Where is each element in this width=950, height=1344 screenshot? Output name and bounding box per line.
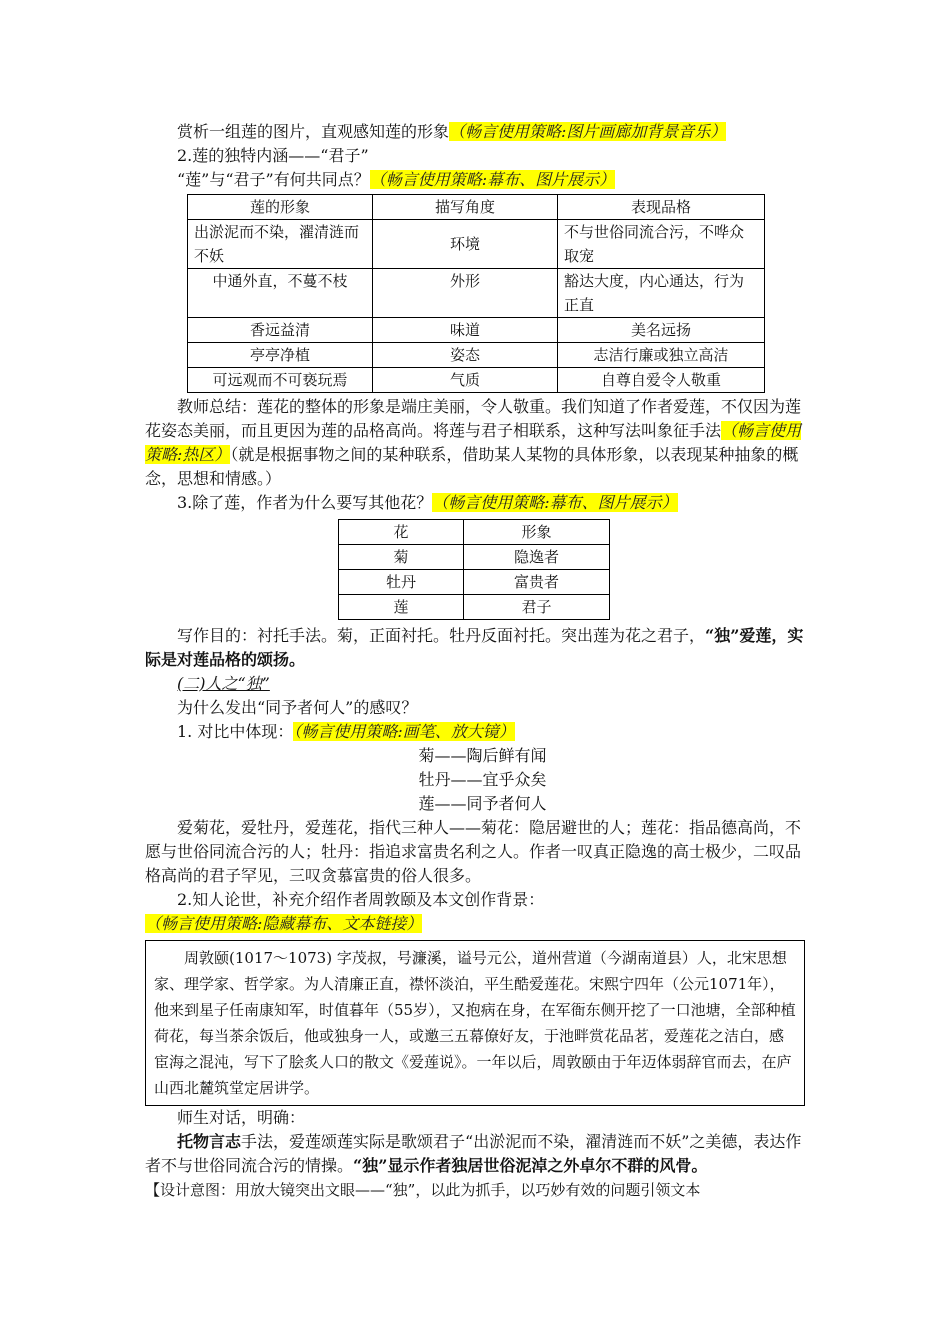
conclusion-text: 手法，爱莲颂莲实际是歌颂君子“出淤泥而不染，濯清涟而不妖”之美德，表达作者不与世俗同流合污的情操。 — [145, 1132, 802, 1175]
strategy-highlight: （畅言使用策略:隐藏幕布、文本链接） — [145, 914, 423, 933]
table-header: 描写角度 — [373, 195, 558, 220]
table-cell: 亭亭净植 — [188, 343, 373, 368]
item-2 — [145, 888, 810, 936]
purpose-text: 写作目的：衬托手法。菊，正面衬托。牡丹反面衬托。突出莲为花之君子， — [177, 626, 706, 645]
teacher-summary — [145, 395, 810, 491]
author-bio-box: 周敦颐(1017～1073) 字茂叔，号濂溪，谥号元公，道州营道（今湖南道县）人，北宋思想家、理学家、哲学家。为人清廉正直，襟怀淡泊，平生酷爱莲花。宋熙宁四年（公元1071年），他来到星子任南康知军，时值暮年（55岁），又抱病在身，在军衙东侧开挖了一口池塘，全部种植荷花，每当茶余饭后，他或独身一人，或邀三五幕僚好友，于池畔赏花品茗，爱莲花之洁白，感宦海之混沌，写下了脍炙人口的散文《爱莲说》。一年以后，周敦颐由于年迈体弱辞官而去，在庐山西北麓筑堂定居讲学。 — [145, 940, 805, 1106]
summary-note: （就是根据事物之间的某种联系，借助某人某物的具体形象，以表现某种抽象的概念，思想和情感。） — [145, 445, 799, 488]
contrast-line-2: 牡丹——宜乎众矣 — [418, 770, 547, 789]
table-row — [188, 220, 765, 269]
table-row — [188, 343, 765, 368]
table-row — [188, 269, 765, 318]
strategy-highlight: （畅言使用策略:热区） — [145, 421, 802, 464]
dialog-title: 师生对话，明确： — [177, 1108, 306, 1127]
table-cell: 中通外直，不蔓不枝 — [188, 269, 373, 318]
dialog-conclusion — [145, 1130, 810, 1178]
item-2-text: 2.知人论世，补充介绍作者周敦颐及本文创作背景： — [177, 890, 545, 909]
design-intent: 【设计意图：用放大镜突出文眼——“独”，以此为抓手，以巧妙有效的问题引领文本 — [145, 1181, 701, 1199]
table-cell: 出淤泥而不染，濯清涟而不妖 — [188, 220, 373, 269]
table-cell: 富贵者 — [464, 570, 610, 595]
table-row — [339, 595, 610, 620]
contrast-line-3: 莲——同予者何人 — [418, 794, 547, 813]
table-row — [339, 545, 610, 570]
section-2-title-text: (二)人之“独” — [177, 674, 270, 693]
strategy-highlight: （畅言使用策略:幕布、图片展示） — [432, 493, 678, 512]
table-cell: 牡丹 — [339, 570, 464, 595]
heading-junzi: 2.莲的独特内涵——“君子” — [177, 146, 369, 165]
table-cell: 不与世俗同流合污，不哗众取宠 — [558, 220, 765, 269]
line-1 — [145, 120, 810, 144]
table-row — [188, 368, 765, 393]
conclusion-bold: “独”显示作者独居世俗泥淖之外卓尔不群的风骨。 — [353, 1156, 708, 1175]
table-header: 形象 — [464, 520, 610, 545]
question-3 — [145, 491, 810, 515]
strategy-highlight: （畅言使用策略:画笔、放大镜） — [293, 722, 515, 741]
summary-text: 教师总结：莲花的整体的形象是端庄美丽，令人敬重。我们知道了作者爱莲，不仅因为莲花姿态美丽，而且更因为莲的品格高尚。将莲与君子相联系，这种写法叫象征手法 — [145, 397, 802, 440]
table-cell: 气质 — [373, 368, 558, 393]
line-1-text: 赏析一组莲的图片，直观感知莲的形象 — [177, 122, 450, 141]
table-row — [188, 318, 765, 343]
line-3-text: “莲”与“君子”有何共同点？ — [177, 170, 370, 189]
table-header: 花 — [339, 520, 464, 545]
table-cell: 味道 — [373, 318, 558, 343]
strategy-highlight: （畅言使用策略:幕布、图片展示） — [369, 170, 616, 189]
table-cell: 美名远扬 — [558, 318, 765, 343]
table-cell: 志洁行廉或独立高洁 — [558, 343, 765, 368]
table-cell: 外形 — [373, 269, 558, 318]
table-header: 莲的形象 — [188, 195, 373, 220]
table-cell: 隐逸者 — [464, 545, 610, 570]
table-cell: 姿态 — [373, 343, 558, 368]
question-3-text: 3.除了莲，作者为什么要写其他花？ — [177, 493, 433, 512]
table-cell: 可远观而不可亵玩焉 — [188, 368, 373, 393]
strategy-highlight: （畅言使用策略:图片画廊加背景音乐） — [449, 122, 727, 141]
table-cell: 香远益清 — [188, 318, 373, 343]
table-cell: 豁达大度，内心通达，行为正直 — [558, 269, 765, 318]
section-2-title — [145, 672, 810, 696]
writing-purpose — [145, 624, 810, 672]
lotus-table — [187, 194, 765, 393]
conclusion-term: 托物言志 — [177, 1132, 242, 1151]
contrast-explanation: 爱菊花，爱牡丹，爱莲花，指代三种人——菊花：隐居避世的人；莲花：指品德高尚，不愿与世俗同流合污的人；牡丹：指追求富贵名利之人。作者一叹真正隐逸的高士极少，二叹品格高尚的君子罕见，三叹贪慕富贵的俗人很多。 — [145, 818, 802, 885]
line-3 — [145, 168, 810, 192]
section-2-question: 为什么发出“同予者何人”的感叹？ — [177, 698, 418, 717]
table-cell: 环境 — [373, 220, 558, 269]
table-cell: 莲 — [339, 595, 464, 620]
item-1-text: 1. 对比中体现： — [177, 722, 294, 741]
document-page — [145, 120, 810, 1202]
contrast-line-1: 菊——陶后鲜有闻 — [418, 746, 547, 765]
table-cell: 菊 — [339, 545, 464, 570]
table-cell: 君子 — [464, 595, 610, 620]
table-row — [339, 570, 610, 595]
item-1 — [145, 720, 810, 744]
table-header: 表现品格 — [558, 195, 765, 220]
purpose-bold: “独”爱莲，实际是对莲品格的颂扬。 — [145, 626, 804, 669]
flowers-table — [338, 519, 610, 620]
table-cell: 自尊自爱令人敬重 — [558, 368, 765, 393]
